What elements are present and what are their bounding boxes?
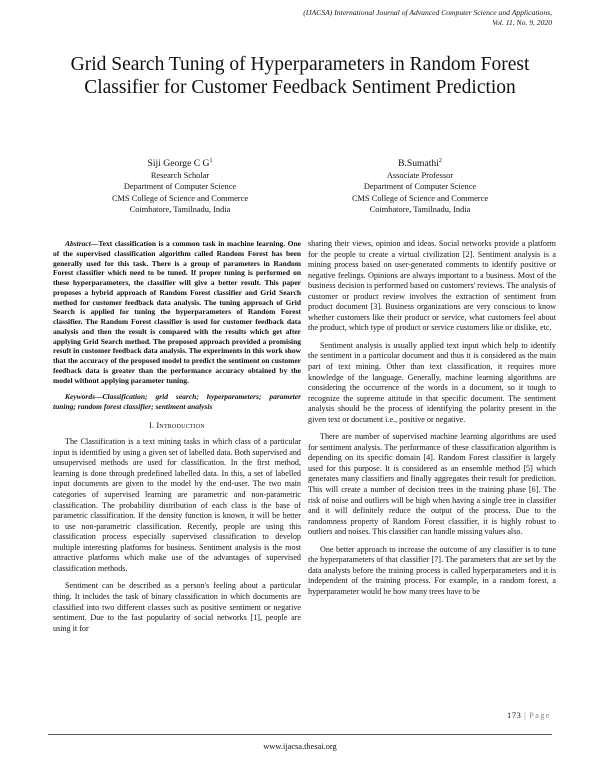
author-location: Coimbatore, Tamilnadu, India: [129, 204, 231, 214]
author-role: Associate Professor: [386, 171, 454, 181]
author-superscript: 1: [209, 158, 213, 164]
journal-name: (IJACSA) International Journal of Advanced Computer Science and Applications,: [303, 8, 552, 17]
keywords: Keywords—Classification; grid search; hyperparameters; parameter tuning; random forest classifier; sentiment analysis: [53, 392, 301, 411]
keywords-label: Keywords: [65, 392, 95, 402]
paragraph: Sentiment can be described as a person's feeling about a particular thing. It includes the task of binary classification in which documents are classified into two different classes such as positive sentiment or negative sentiment. Due to the fast popularity of social networks [1], people are using it for: [53, 581, 301, 633]
left-column: [53, 239, 301, 634]
journal-header: [303, 8, 552, 28]
author-role: Research Scholar: [150, 171, 210, 181]
author-name: B.Sumathi$^2$: [398, 158, 442, 170]
author-location: Coimbatore, Tamilnadu, India: [369, 204, 471, 214]
abstract: Abstract—Text classification is a common task in machine learning. One of the supervised classification algorithm called Random Forest has been generally used for this task. There is a group of parameters in Random Forest classifier which need to be tuned. If proper tuning is performed on these hyperparameters, the classifier will give a better result. This paper proposes a hybrid approach of Random Forest classifier and Grid Search method for customer feedback data analysis. The tuning approach of Grid Search is applied for tuning the hyperparameters of Random Forest classifier. The Random Forest classifier is used for customer feedback data analysis and then the result is compared with the results which get after applying Grid Search method. The proposed approach provided a promising result in customer feedback data analysis. The experiments in this work show that the accuracy of the proposed model to predict the sentiment on customer feedback data is greater than the performance accuracy obtained by the model without applying parameter tuning.: [53, 239, 301, 385]
paragraph: One better approach to increase the outcome of any classifier is to tune the hyperparameters of that classifier [7]. The parameters that are set by the data analysts before the training process is called hyperparameters and it is independent of the training process. For example, in a random forest, a hyperparameter would be how many trees have to be: [308, 544, 556, 596]
section-heading-introduction: I. Introduction: [149, 420, 205, 430]
paragraph: sharing their views, opinion and ideas. Social networks provide a platform for the people to create a virtual civilization [2]. Sentiment analysis is a mining process based on user-generated comments to identify positive or negative feelings. Opinions are always important to a business. Most of the business decision is performed based on customers' reviews. The analysis of customer or product review involves the extraction of sentiment from product document [3]. Business organizations are very conscious to know whether customers like their product or service, what customers feel about the product, which type of product or service customers like or dislike, etc.: [308, 239, 556, 333]
author-department: Department of Computer Science: [363, 182, 477, 192]
author-department: Department of Computer Science: [123, 182, 237, 192]
right-column: [308, 239, 556, 598]
paragraph: Sentiment analysis is usually applied text input which help to identify the sentiment in a particular document and thus it is considered as the main part of text mining. Other than text classification, it requires more knowledge of the language. Generally, machine learning algorithms are considering the occurrence of the words in a document, so it tough to recognize the supreme attitude in that specific document. The sentiment analysis should be the process of identifying the polarity present in the given text or document i.e., positive or negative.: [308, 340, 556, 424]
keywords-text: Classification; grid search; hyperparameters; parameter tuning; random forest classifier; sentiment analysis: [53, 392, 301, 411]
page-number: 173 | Page: [507, 711, 551, 720]
footer-divider: [48, 734, 552, 735]
journal-volume: Vol. 11, No. 9, 2020: [492, 18, 552, 27]
paragraph: There are number of supervised machine learning algorithms are used for sentiment analysis. The performance of these classification algorithm is depending on its specific domain [4]. Random Forest classifier is largely used for this purpose. It is considered as an ensemble method [5] which generates many classifiers and finally aggregates their result for prediction. This will create a number of decision trees in the training phase [6]. The risk of noise and outliers will be high when having a single tree in classifier and it will definitely reduce the output of the process. Due to the randomness property of Random Forest classifier, it is highly robust to outliers and noises. This classifier can handle missing values also.: [308, 432, 556, 537]
author-college: CMS College of Science and Commerce: [111, 193, 249, 203]
paper-title: Grid Search Tuning of Hyperparameters in Random Forest Classifier for Customer Feedback Sentiment Prediction: [70, 54, 530, 98]
author-superscript: 2: [438, 158, 442, 164]
journal-url: www.ijacsa.thesai.org: [263, 742, 337, 751]
abstract-label: Abstract: [65, 239, 91, 248]
abstract-text: Text classification is a common task in machine learning. One of the supervised classification algorithm called Random Forest has been generally used for this task. There is a group of parameters in Random Forest classifier which need to be tuned. If proper tuning is performed on these hyperparameters, the classifier will give a better result. This paper proposes a hybrid approach of Random Forest classifier and Grid Search method for customer feedback data analysis. The tuning approach of Grid Search is applied for tuning the hyperparameters of Random Forest classifier. The Random Forest classifier is used for customer feedback data analysis and then the result is compared with the results which get after applying Grid Search method. The proposed approach provided a promising result in customer feedback data analysis. The experiments in this work show that the accuracy of the proposed model to predict the sentiment on customer feedback data is greater than the performance accuracy obtained by the model without applying parameter tuning.: [53, 239, 301, 385]
author-block-2: [310, 155, 530, 215]
author-block-1: [70, 155, 290, 215]
paragraph: The Classification is a text mining tasks in which class of a particular input is identified by using a given set of labelled data. Both supervised and unsupervised methods are used for classification. In the first method, learning is done through predefined labelled data. In this, a set of labelled input documents are given to the model by the end-user. The two main categories of supervised learning are parametric and non-parametric classification. The probability distribution of each class is the base of parametric classification. If the density function is known, it will be better to use non-parametric classification. Recently, people are using this classification process especially supervised classification to develop multiple interesting platforms for business. Sentiment analysis is the most attractive platforms which make use of the advantages of supervised classification methods.: [53, 437, 301, 573]
author-name: Siji George C $G^1$: [147, 158, 213, 170]
author-college: CMS College of Science and Commerce: [351, 193, 489, 203]
